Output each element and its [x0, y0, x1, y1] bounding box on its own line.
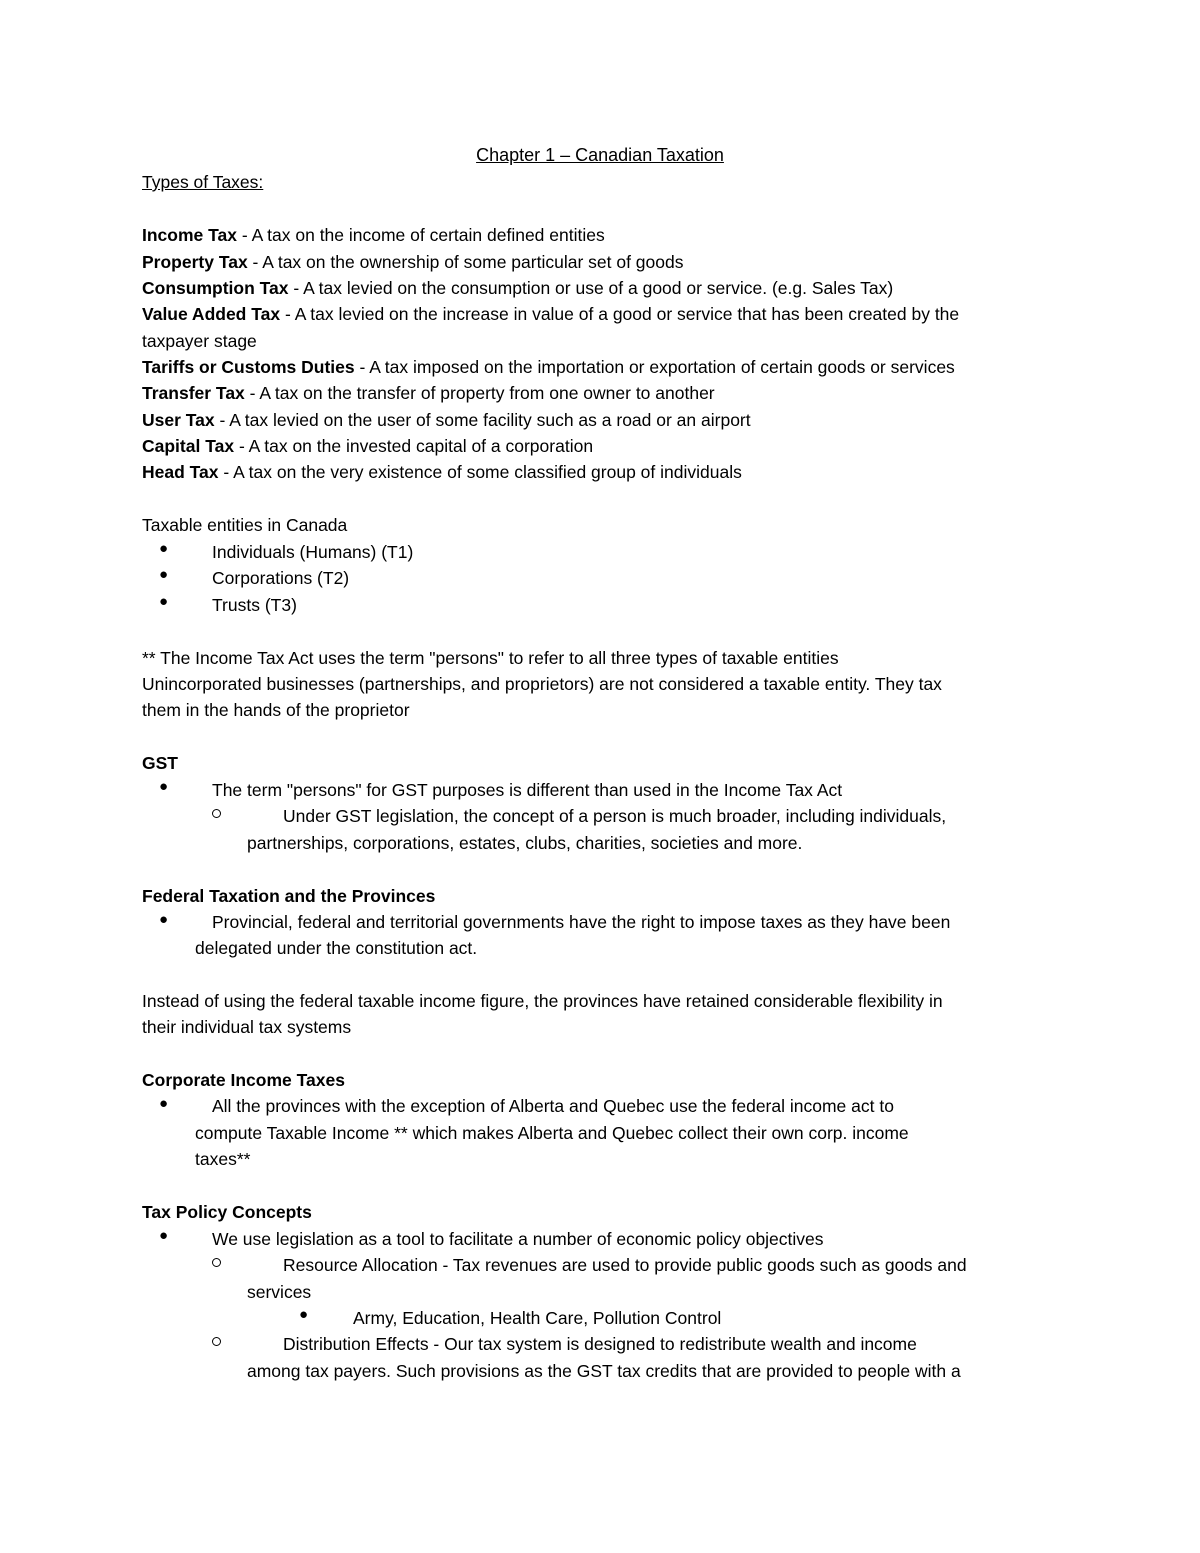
- page-title: Chapter 1 – Canadian Taxation: [476, 145, 724, 165]
- corporate-bullet-cont: taxes**: [195, 1149, 251, 1169]
- unincorporated-note: Unincorporated businesses (partnerships, and proprietors) are not considered a taxable entity. They tax: [142, 674, 942, 694]
- tax-def-income: Income Tax - A tax on the income of certain defined entities: [142, 225, 605, 245]
- gst-sub-bullet: Under GST legislation, the concept of a person is much broader, including individuals,: [283, 806, 947, 826]
- types-heading: Types of Taxes:: [142, 172, 264, 192]
- circle-bullet-icon: [212, 1337, 221, 1346]
- tax-def-capital: Capital Tax - A tax on the invested capital of a corporation: [142, 436, 594, 456]
- bullet-icon: ●: [159, 778, 169, 795]
- resource-examples: Army, Education, Health Care, Pollution Control: [353, 1308, 722, 1328]
- persons-note: ** The Income Tax Act uses the term "persons" to refer to all three types of taxable entities: [142, 648, 839, 668]
- tax-def-transfer: Transfer Tax - A tax on the transfer of property from one owner to another: [142, 383, 715, 403]
- circle-bullet-icon: [212, 809, 221, 818]
- distribution-effects: Distribution Effects - Our tax system is designed to redistribute wealth and income: [283, 1334, 917, 1354]
- tax-def-consumption: Consumption Tax - A tax levied on the consumption or use of a good or service. (e.g. Sales Tax): [142, 278, 894, 298]
- tax-def-value-added: Value Added Tax - A tax levied on the increase in value of a good or service that has been created by the: [142, 304, 960, 324]
- federal-bullet-cont: delegated under the constitution act.: [195, 938, 478, 958]
- bullet-icon: ●: [159, 911, 169, 928]
- tax-def-head: Head Tax - A tax on the very existence of some classified group of individuals: [142, 462, 742, 482]
- federal-bullet: Provincial, federal and territorial governments have the right to impose taxes as they have been: [212, 912, 951, 932]
- tax-def-tariffs: Tariffs or Customs Duties - A tax imposed on the importation or exportation of certain goods or services: [142, 357, 955, 377]
- corporate-bullet: All the provinces with the exception of Alberta and Quebec use the federal income act to: [212, 1096, 894, 1116]
- policy-bullet: We use legislation as a tool to facilitate a number of economic policy objectives: [212, 1229, 824, 1249]
- gst-sub-bullet-cont: partnerships, corporations, estates, clubs, charities, societies and more.: [247, 833, 803, 853]
- distribution-effects-cont: among tax payers. Such provisions as the GST tax credits that are provided to people with a: [247, 1361, 961, 1381]
- bullet-icon: ●: [159, 540, 169, 557]
- entity-item: Corporations (T2): [212, 568, 350, 588]
- provinces-paragraph: Instead of using the federal taxable income figure, the provinces have retained considerable flexibility in: [142, 991, 943, 1011]
- tax-def-property: Property Tax - A tax on the ownership of some particular set of goods: [142, 252, 684, 272]
- bullet-icon: ●: [159, 1095, 169, 1112]
- corporate-bullet-cont: compute Taxable Income ** which makes Alberta and Quebec collect their own corp. income: [195, 1123, 909, 1143]
- circle-bullet-icon: [212, 1258, 221, 1267]
- resource-allocation-cont: services: [247, 1282, 312, 1302]
- bullet-icon: ●: [159, 1227, 169, 1244]
- entities-heading: Taxable entities in Canada: [142, 515, 348, 535]
- gst-bullet: The term "persons" for GST purposes is different than used in the Income Tax Act: [212, 780, 843, 800]
- corporate-heading: Corporate Income Taxes: [142, 1070, 345, 1090]
- federal-heading: Federal Taxation and the Provinces: [142, 886, 436, 906]
- entity-item: Trusts (T3): [212, 595, 297, 615]
- tax-def-user: User Tax - A tax levied on the user of some facility such as a road or an airport: [142, 410, 751, 430]
- provinces-paragraph-cont: their individual tax systems: [142, 1017, 352, 1037]
- unincorporated-note-cont: them in the hands of the proprietor: [142, 700, 410, 720]
- entity-item: Individuals (Humans) (T1): [212, 542, 414, 562]
- tax-def-value-added-cont: taxpayer stage: [142, 331, 257, 351]
- bullet-icon: ●: [159, 593, 169, 610]
- resource-allocation: Resource Allocation - Tax revenues are used to provide public goods such as goods and: [283, 1255, 967, 1275]
- gst-heading: GST: [142, 753, 178, 773]
- bullet-icon: ●: [299, 1306, 309, 1323]
- policy-heading: Tax Policy Concepts: [142, 1202, 312, 1222]
- bullet-icon: ●: [159, 566, 169, 583]
